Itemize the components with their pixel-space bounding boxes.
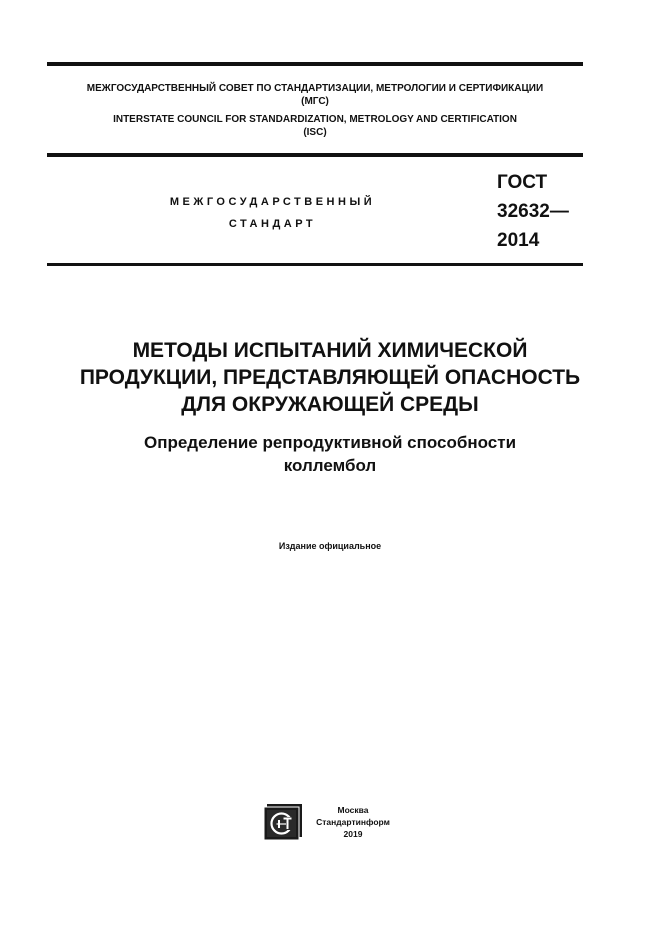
council-abbr-ru: (МГС): [301, 96, 329, 107]
council-name-ru: МЕЖГОСУДАРСТВЕННЫЙ СОВЕТ ПО СТАНДАРТИЗАЦИИ, МЕТРОЛОГИИ И СЕРТИФИКАЦИИ: [86, 83, 544, 94]
imprint-year: 2019: [343, 829, 363, 839]
council-abbr-en: (ISC): [303, 127, 327, 138]
standard-designation: [497, 168, 587, 255]
document-title: [30, 337, 630, 418]
title-line1: МЕТОДЫ ИСПЫТАНИЙ ХИМИЧЕСКОЙ: [132, 339, 528, 362]
title-line2: ПРОДУКЦИИ, ПРЕДСТАВЛЯЮЩЕЙ ОПАСНОСТЬ: [79, 366, 581, 389]
standartinform-logo-icon: [264, 804, 302, 840]
council-name-en-block: [47, 113, 583, 139]
designation-number: 32632—: [497, 201, 569, 222]
designation-year: 2014: [497, 230, 540, 251]
imprint-city: Москва: [337, 805, 369, 815]
publisher-imprint: [264, 804, 404, 844]
designation-prefix: ГОСТ: [497, 172, 548, 193]
edition-note: Издание официальное: [278, 541, 382, 551]
council-name-ru-block: [47, 82, 583, 108]
imprint-text: [310, 804, 396, 840]
subtitle-line1: Определение репродуктивной способности: [143, 433, 517, 452]
imprint-publisher: Стандартинформ: [316, 817, 390, 827]
standard-kind-line1: МЕЖГОСУДАРСТВЕННЫЙ: [169, 196, 376, 208]
middle-rule: [47, 153, 583, 157]
subtitle-line2: коллембол: [283, 456, 377, 475]
bottom-rule: [47, 263, 583, 266]
council-name-en: INTERSTATE COUNCIL FOR STANDARDIZATION, METROLOGY AND CERTIFICATION: [113, 114, 517, 125]
title-line3: ДЛЯ ОКРУЖАЮЩЕЙ СРЕДЫ: [181, 393, 479, 416]
standard-kind: [130, 191, 415, 235]
document-subtitle: [30, 431, 630, 477]
top-rule: [47, 62, 583, 66]
standard-kind-line2: СТАНДАРТ: [228, 218, 317, 230]
